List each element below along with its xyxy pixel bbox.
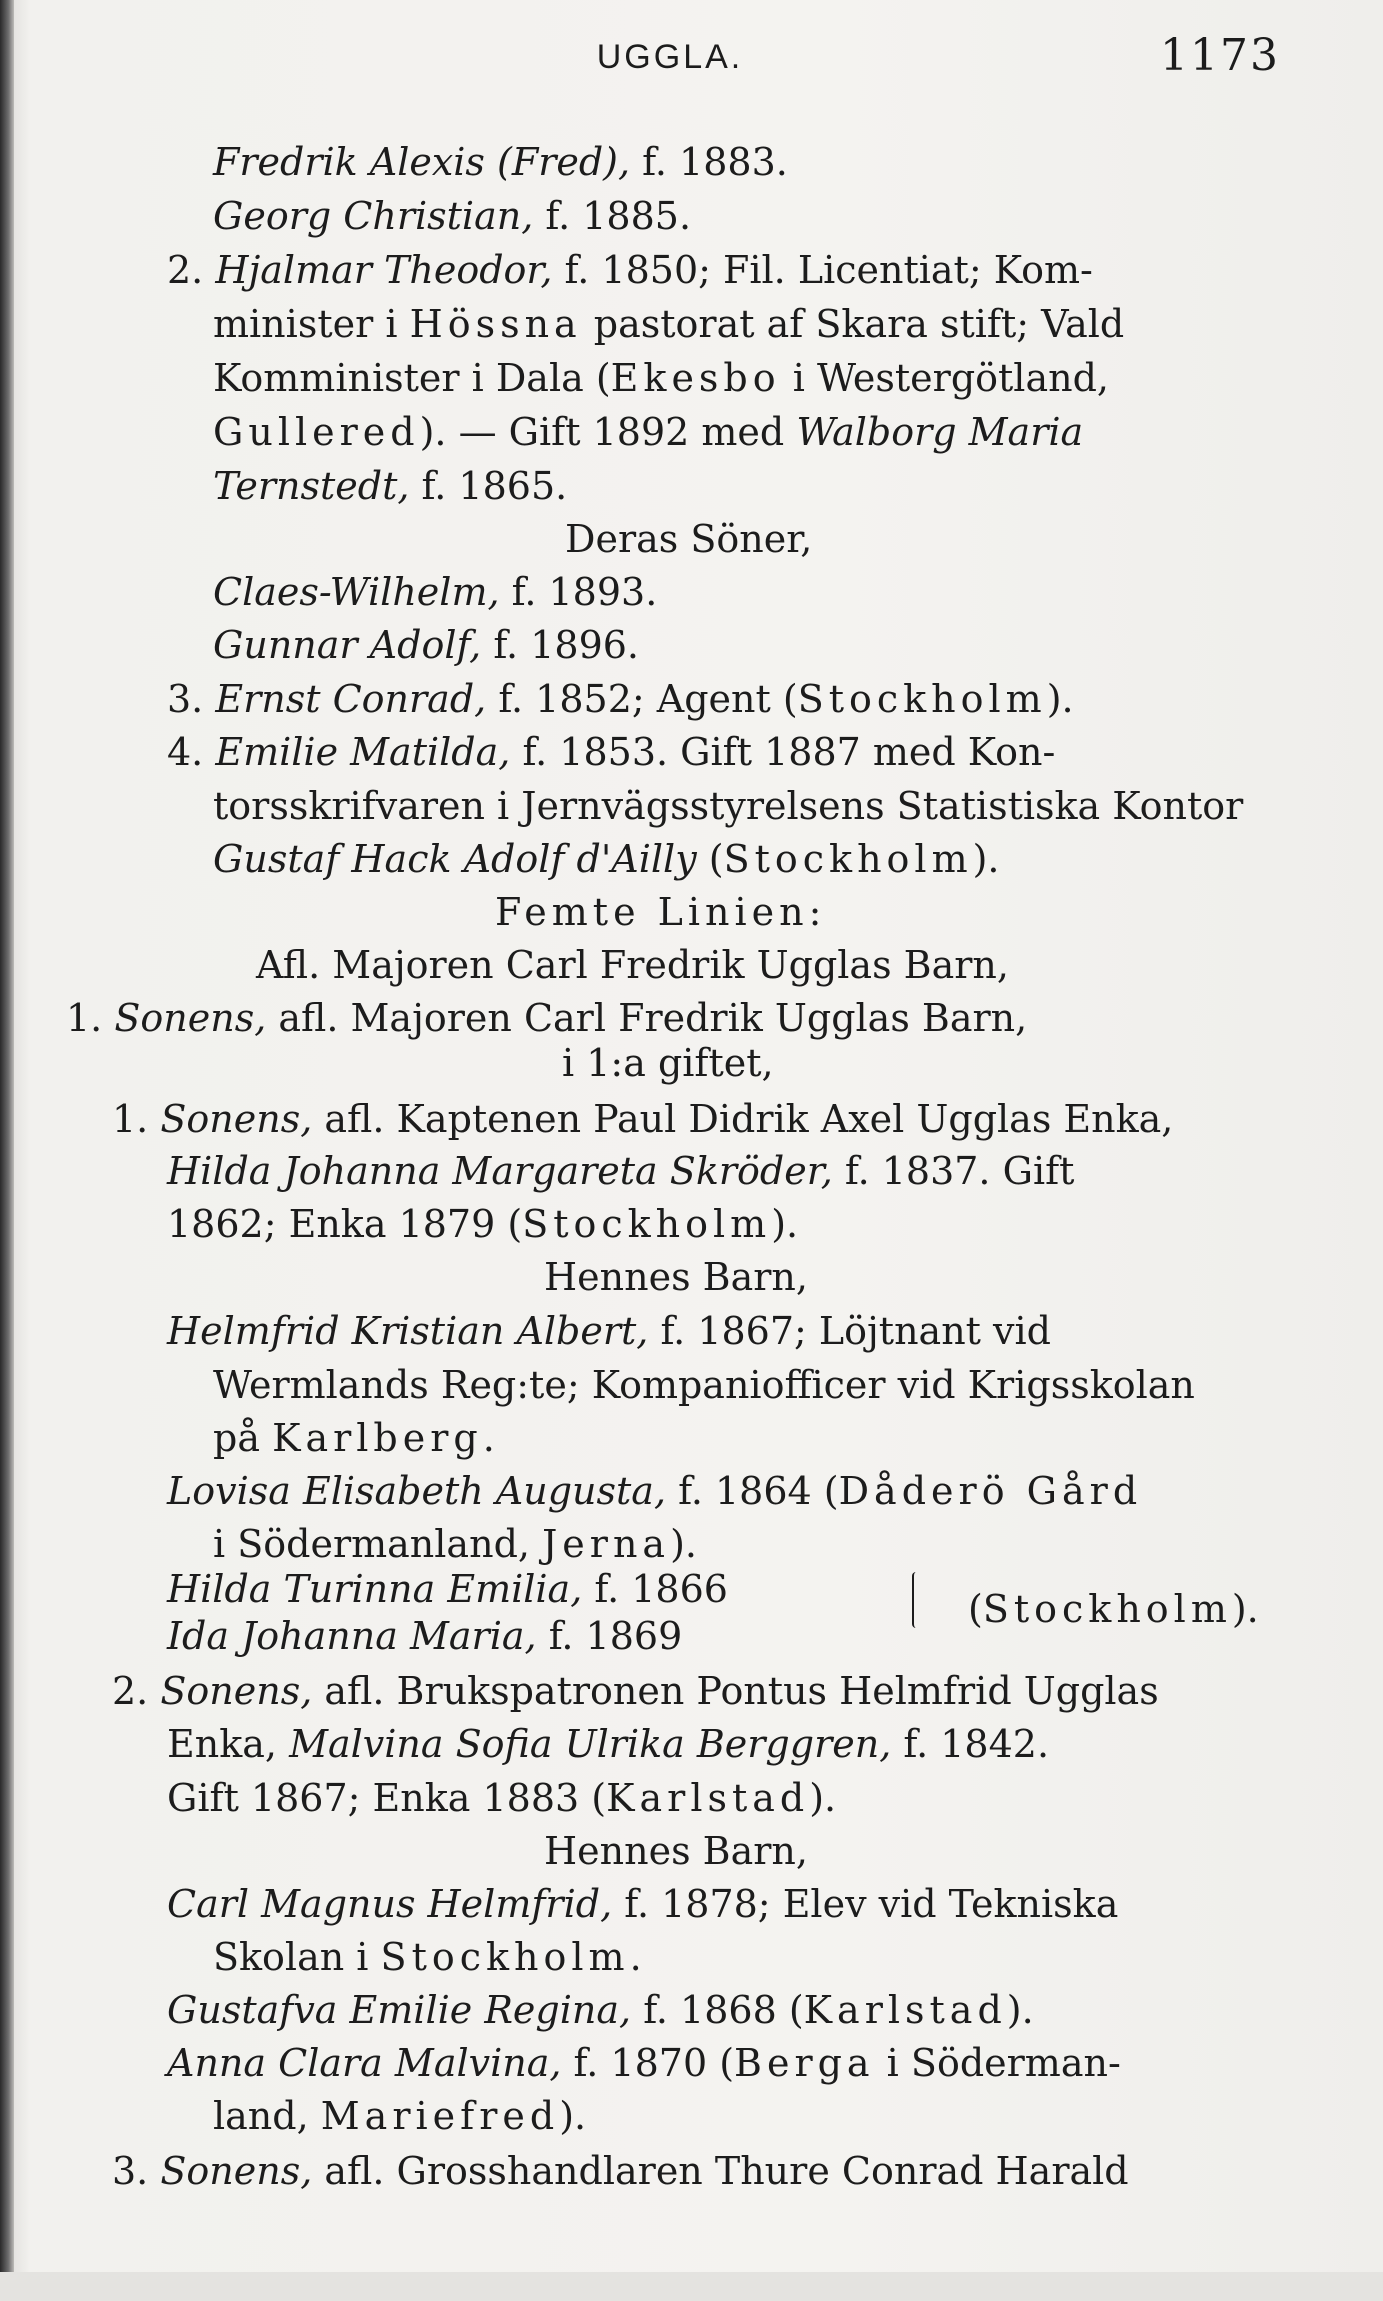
text-line	[544, 1255, 808, 1299]
text-run: minister i	[213, 302, 410, 346]
text-run: Gunnar Adolf,	[213, 623, 482, 667]
text-run: 2.	[167, 248, 216, 292]
text-run: Hennes Barn,	[544, 1255, 808, 1299]
text-run: Carl Magnus Helmfrid,	[167, 1882, 613, 1926]
text-run: Stockholm	[797, 677, 1047, 721]
text-run: Hennes Barn,	[544, 1829, 808, 1873]
text-run: Karlstad	[606, 1776, 810, 1820]
text-run: f. 1866	[582, 1567, 728, 1611]
text-line	[167, 2041, 1121, 2085]
text-run: 4.	[167, 730, 216, 774]
text-run: Karlstad	[803, 1988, 1007, 2032]
text-run: Karlberg	[272, 1416, 483, 1460]
text-run: f. 1852; Agent (	[486, 677, 798, 721]
text-line	[213, 1935, 642, 1979]
text-line	[562, 1041, 774, 1085]
text-run: Jerna	[542, 1522, 671, 1566]
text-run: Stockholm	[522, 1202, 772, 1246]
text-run: Dåderö Gård	[838, 1469, 1143, 1513]
text-run: f. 1878; Elev vid Tekniska	[612, 1882, 1119, 1926]
text-line	[213, 356, 1109, 400]
running-header-title: UGGLA.	[596, 38, 744, 76]
text-line	[213, 1416, 495, 1460]
text-line	[213, 464, 568, 508]
text-run: Mariefred	[320, 2094, 560, 2138]
text-run: afl. Majoren Carl Fredrik Ugglas Barn,	[266, 996, 1028, 1040]
text-run: f. 1869	[536, 1614, 683, 1658]
text-run: .	[482, 1416, 495, 1460]
text-run: Ida Johanna Maria,	[167, 1614, 537, 1658]
text-run: f. 1865.	[409, 464, 568, 508]
page-number: 1173	[1160, 30, 1280, 81]
text-run: Helmfrid Kristian Albert,	[167, 1309, 649, 1353]
text-line	[213, 570, 658, 614]
text-run: f. 1893.	[499, 570, 658, 614]
text-run: (	[696, 837, 724, 881]
text-run: Emilie Matilda,	[215, 730, 511, 774]
text-run: ).	[1006, 1988, 1034, 2032]
text-run: Ernst Conrad,	[215, 677, 487, 721]
text-line	[66, 996, 1028, 1040]
text-line	[167, 677, 1074, 721]
text-run: Hössna	[409, 302, 582, 346]
text-line	[167, 1988, 1034, 2032]
text-line	[167, 1567, 728, 1611]
text-line	[167, 1202, 799, 1246]
text-run: Hilda Turinna Emilia,	[167, 1567, 583, 1611]
text-run: Gift 1867; Enka 1883 (	[167, 1776, 607, 1820]
text-line	[213, 410, 1084, 454]
text-run: i Westergötland,	[780, 356, 1109, 400]
text-line	[968, 1587, 1259, 1631]
text-run: i Södermanland,	[213, 1522, 543, 1566]
text-line	[112, 2149, 1129, 2193]
text-run: f. 1842.	[891, 1722, 1050, 1766]
text-run: Walborg Maria	[796, 410, 1084, 454]
text-line	[213, 837, 1000, 881]
text-run: (	[968, 1587, 983, 1631]
text-run: på	[213, 1416, 273, 1460]
text-run: afl. Grosshandlaren Thure Conrad Harald	[312, 2149, 1129, 2193]
text-run: ).	[809, 1776, 837, 1820]
text-line	[213, 302, 1125, 346]
text-run: Fredrik Alexis (Fred),	[213, 140, 631, 184]
text-run: Stockholm	[982, 1587, 1232, 1631]
text-run: Gustaf Hack Adolf d'Ailly	[213, 837, 697, 881]
text-run: pastorat af Skara stift; Vald	[581, 302, 1125, 346]
text-run: f. 1850; Fil. Licentiat; Kom-	[552, 248, 1093, 292]
text-run: ).	[670, 1522, 697, 1566]
text-run: ). — Gift 1892 med	[419, 410, 797, 454]
text-run: 3.	[112, 2149, 161, 2193]
text-run: 1.	[112, 1097, 161, 1141]
text-line	[213, 194, 692, 238]
text-run: Claes-Wilhelm,	[213, 570, 500, 614]
section-heading	[495, 890, 827, 934]
text-line	[565, 517, 813, 561]
text-run: f. 1896.	[481, 623, 639, 667]
text-run: f. 1885.	[533, 194, 692, 238]
text-line	[213, 623, 639, 667]
text-line	[167, 248, 1093, 292]
text-run: Hilda Johanna Margareta Skröder,	[167, 1149, 833, 1193]
text-run: Ekesbo	[610, 356, 781, 400]
text-line	[112, 1669, 1159, 1713]
text-run: Enka,	[167, 1722, 290, 1766]
text-line	[213, 2094, 587, 2138]
page-bottom-margin	[0, 2272, 1383, 2301]
text-line	[213, 1363, 1195, 1407]
text-run: Ternstedt,	[213, 464, 410, 508]
text-run: ).	[771, 1202, 799, 1246]
text-run: f. 1883.	[630, 140, 788, 184]
text-run: 2.	[112, 1669, 161, 1713]
text-run: i Söderman-	[874, 2041, 1121, 2085]
text-run: i 1:a giftet,	[562, 1041, 774, 1085]
text-run: ).	[1046, 677, 1074, 721]
text-run: Femte Linien:	[495, 890, 827, 934]
text-run: Stockholm	[723, 837, 973, 881]
text-run: ).	[559, 2094, 587, 2138]
grouping-brace	[912, 1572, 926, 1628]
text-line	[167, 730, 1056, 774]
text-run: Anna Clara Malvina,	[167, 2041, 562, 2085]
text-run: afl. Brukspatronen Pontus Helmfrid Ugglas	[312, 1669, 1159, 1713]
text-run: Lovisa Elisabeth Augusta,	[167, 1469, 667, 1513]
text-line	[167, 1309, 1051, 1353]
text-run: Sonens,	[160, 1097, 313, 1141]
text-run: Afl. Majoren Carl Fredrik Ugglas Barn,	[256, 943, 1009, 987]
text-line	[167, 1882, 1119, 1926]
text-run: Deras Söner,	[565, 517, 813, 561]
text-run: Hjalmar Theodor,	[215, 248, 553, 292]
text-run: Berga	[734, 2041, 875, 2085]
text-run: Sonens,	[160, 2149, 313, 2193]
text-line	[256, 943, 1009, 987]
text-run: 3.	[167, 677, 216, 721]
text-line	[213, 140, 788, 184]
text-run: Gullered	[213, 410, 420, 454]
text-run: Skolan i	[213, 1935, 381, 1979]
book-spine-edge	[0, 0, 14, 2301]
text-run: Sonens,	[114, 996, 267, 1040]
text-run: Malvina Sofia Ulrika Berggren,	[289, 1722, 892, 1766]
text-line	[167, 1149, 1075, 1193]
text-run: ).	[972, 837, 1000, 881]
text-line	[167, 1776, 837, 1820]
text-line	[167, 1469, 1143, 1513]
text-line	[112, 1097, 1174, 1141]
text-run: torsskrifvaren i Jernvägsstyrelsens Statistiska Kontor	[213, 784, 1244, 828]
text-line	[167, 1722, 1050, 1766]
text-run: f. 1837. Gift	[832, 1149, 1075, 1193]
text-run: 1.	[66, 996, 115, 1040]
text-run: Sonens,	[160, 1669, 313, 1713]
text-run: Georg Christian,	[213, 194, 534, 238]
text-line	[213, 1522, 697, 1566]
text-run: 1862; Enka 1879 (	[167, 1202, 523, 1246]
text-run: Stockholm	[380, 1935, 630, 1979]
text-run: ).	[1231, 1587, 1259, 1631]
text-run: land,	[213, 2094, 321, 2138]
text-line	[167, 1614, 683, 1658]
text-line	[213, 784, 1244, 828]
text-run: .	[629, 1935, 642, 1979]
text-run: f. 1864 (	[666, 1469, 839, 1513]
text-run: f. 1867; Löjtnant vid	[648, 1309, 1051, 1353]
text-run: f. 1853. Gift 1887 med Kon-	[510, 730, 1056, 774]
text-line	[544, 1829, 808, 1873]
text-run: afl. Kaptenen Paul Didrik Axel Ugglas Enka,	[312, 1097, 1174, 1141]
text-run: Gustafva Emilie Regina,	[167, 1988, 632, 2032]
text-run: Komminister i Dala (	[213, 356, 611, 400]
text-run: f. 1870 (	[561, 2041, 735, 2085]
text-run: f. 1868 (	[631, 1988, 804, 2032]
text-run: Wermlands Reg:te; Kompaniofficer vid Krigsskolan	[213, 1363, 1195, 1407]
